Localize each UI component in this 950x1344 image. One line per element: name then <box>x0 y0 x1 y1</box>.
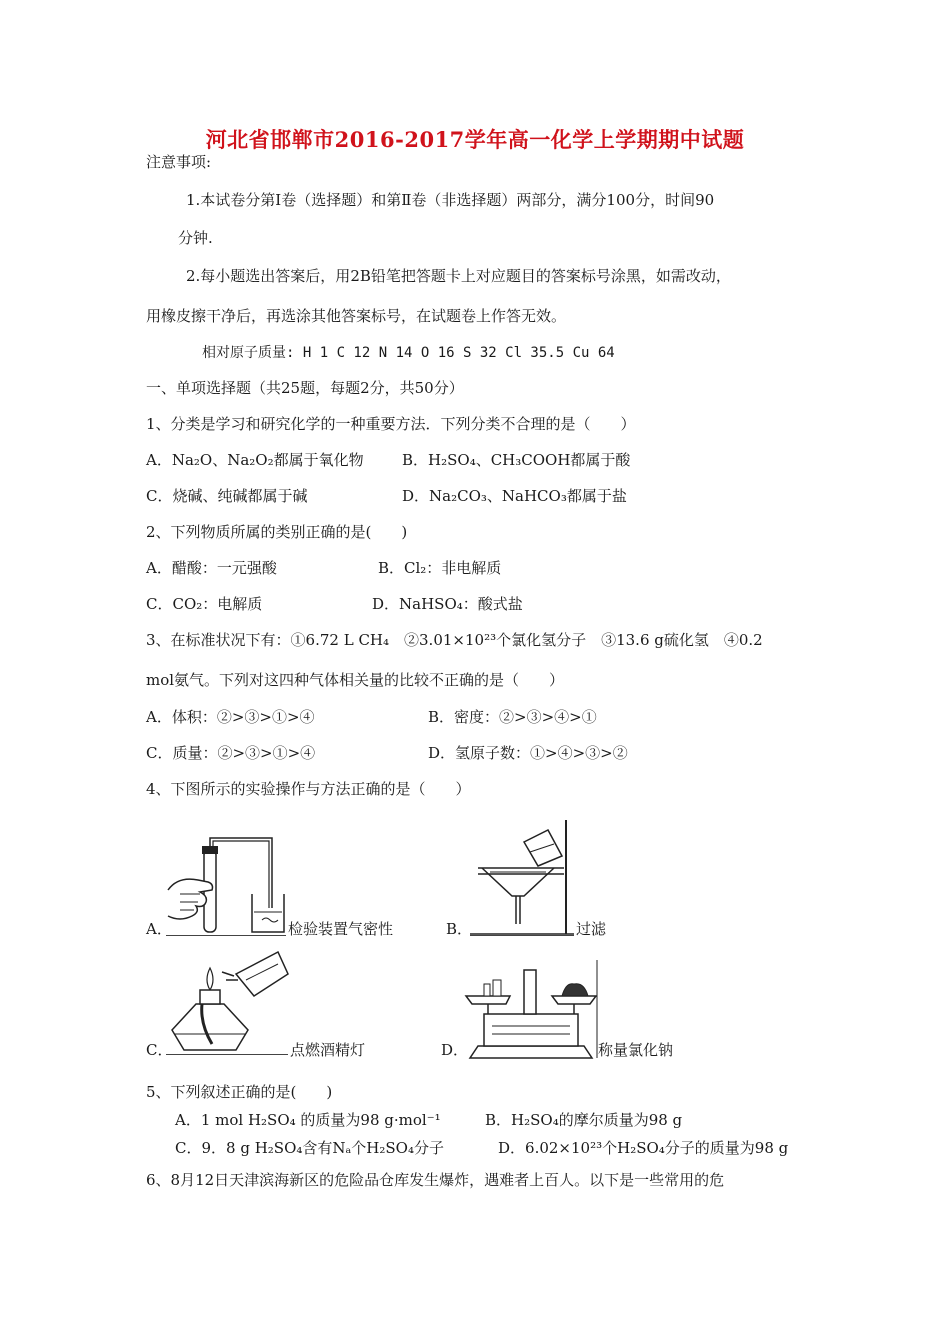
question-2-option-d: D．NaHSO₄：酸式盐 <box>372 595 523 613</box>
question-5-option-a: A．1 mol H₂SO₄ 的质量为98 g·mol⁻¹ <box>175 1111 441 1129</box>
question-4-option-a-letter: A． <box>146 920 172 938</box>
question-3-option-c: C．质量：②>③>①>④ <box>146 744 316 762</box>
question-5-stem: 5、下列叙述正确的是( ) <box>146 1083 333 1101</box>
question-4-option-c-letter: C． <box>146 1041 173 1059</box>
question-6-stem: 6、8月12日天津滨海新区的危险品仓库发生爆炸，遇难者上百人。以下是一些常用的危 <box>146 1171 725 1189</box>
atomic-mass-line: 相对原子质量: H 1 C 12 N 14 O 16 S 32 Cl 35.5 Cu 64 <box>202 345 615 361</box>
question-2-option-c: C．CO₂：电解质 <box>146 595 263 613</box>
question-1-option-d: D．Na₂CO₃、NaHCO₃都属于盐 <box>402 487 627 505</box>
question-1-option-b: B．H₂SO₄、CH₃COOH都属于酸 <box>402 451 631 469</box>
question-4-option-c-label: 点燃酒精灯 <box>290 1041 366 1059</box>
question-5-option-b: B．H₂SO₄的摩尔质量为98 g <box>485 1111 683 1129</box>
question-2-option-b: B．Cl₂：非电解质 <box>378 559 502 577</box>
question-1-option-c: C．烧碱、纯碱都属于碱 <box>146 487 308 505</box>
notice-item-2-cont: 用橡皮擦干净后，再选涂其他答案标号，在试题卷上作答无效。 <box>146 307 567 325</box>
figure-filtration <box>468 816 578 936</box>
question-3-stem: 3、在标准状况下有：①6.72 L CH₄ ②3.01×10²³个氯化氢分子 ③13.6 g硫化氢 ④0.2 <box>146 631 763 649</box>
document-title: 河北省邯郸市2016-2017学年高一化学上学期期中试题 <box>205 127 745 152</box>
question-3-stem-cont: mol氨气。下列对这四种气体相关量的比较不正确的是（ ） <box>146 671 565 689</box>
question-4-option-d-letter: D． <box>441 1041 469 1059</box>
notice-item-1-cont: 分钟. <box>178 229 213 247</box>
question-4-option-d-label: 称量氯化钠 <box>598 1041 674 1059</box>
figure-airtightness-check <box>166 830 290 936</box>
question-4-stem: 4、下图所示的实验操作与方法正确的是（ ） <box>146 780 471 798</box>
question-2-stem: 2、下列物质所属的类别正确的是( ) <box>146 523 408 541</box>
question-5-option-c: C．9．8 g H₂SO₄含有Nₐ个H₂SO₄分子 <box>175 1139 444 1157</box>
question-4-option-b-label: 过滤 <box>576 920 607 938</box>
question-3-option-d: D．氢原子数：①>④>③>② <box>428 744 628 762</box>
figure-alcohol-lamp <box>166 950 290 1054</box>
question-1-stem: 1、分类是学习和研究化学的一种重要方法．下列分类不合理的是（ ） <box>146 415 636 433</box>
question-1-option-a: A．Na₂O、Na₂O₂都属于氧化物 <box>146 451 364 469</box>
notice-heading: 注意事项: <box>146 153 212 171</box>
figure-c-baseline <box>166 1054 288 1055</box>
question-4-option-a-label: 检验装置气密性 <box>288 920 394 938</box>
question-2-option-a: A．醋酸：一元强酸 <box>146 559 277 577</box>
notice-item-1: 1.本试卷分第Ⅰ卷（选择题）和第Ⅱ卷（非选择题）两部分，满分100分，时间90 <box>186 191 715 209</box>
question-3-option-a: A．体积：②>③>①>④ <box>146 708 315 726</box>
question-3-option-b: B．密度：②>③>④>① <box>428 708 597 726</box>
question-5-option-d: D．6.02×10²³个H₂SO₄分子的质量为98 g <box>498 1139 789 1157</box>
question-4-option-b-letter: B． <box>446 920 473 938</box>
notice-item-2: 2.每小题选出答案后，用2B铅笔把答题卡上对应题目的答案标号涂黑，如需改动， <box>186 267 731 285</box>
section-heading: 一、单项选择题（共25题，每题2分，共50分） <box>146 379 464 397</box>
figure-balance <box>464 960 598 1060</box>
